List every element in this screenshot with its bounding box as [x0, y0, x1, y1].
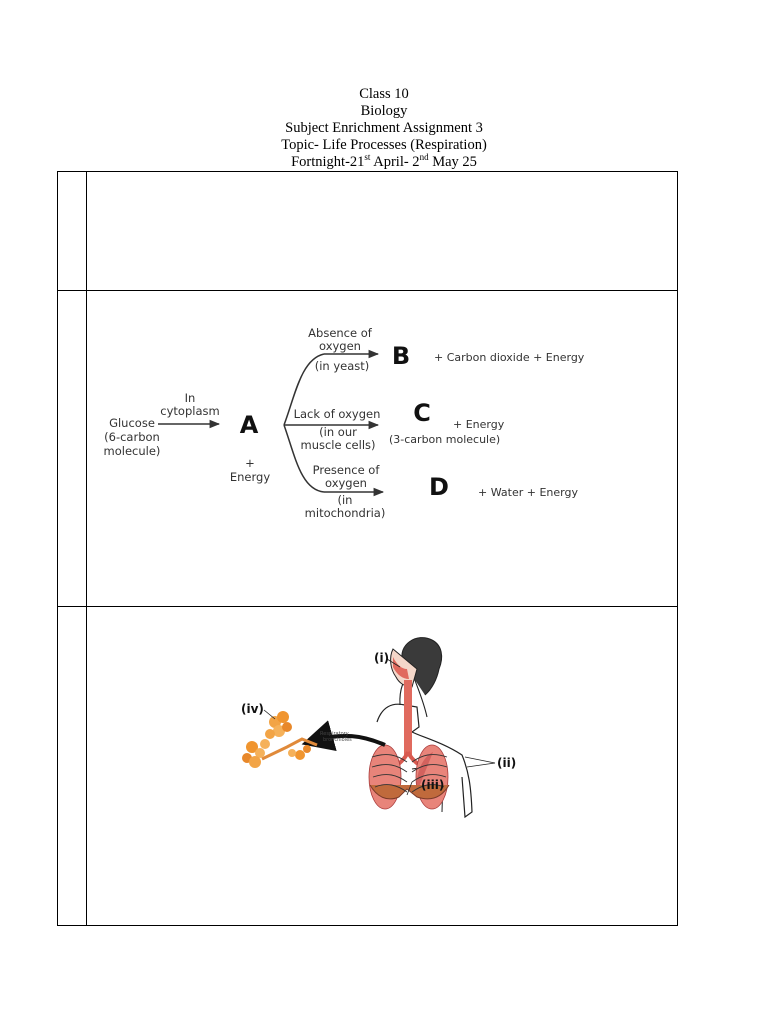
- branch-d-condition-4: mitochondria): [304, 506, 386, 520]
- assignment-title: Subject Enrichment Assignment 3: [285, 120, 483, 136]
- branch-b-condition-3: (in yeast): [314, 359, 370, 373]
- branch-d-curve: [284, 425, 324, 492]
- glucose-carbon-label: (6-carbon: [104, 430, 160, 444]
- question-number-3: [58, 607, 86, 925]
- glucose-molecule-label: molecule): [103, 444, 161, 458]
- respiratory-system-figure: [87, 607, 679, 925]
- label-iii: (iii): [421, 778, 445, 792]
- in-label: In: [184, 391, 196, 405]
- fortnight-line: Fortnight-21st April- 2nd May 25: [291, 152, 477, 170]
- glucose-label: Glucose: [109, 416, 155, 430]
- branch-b-products: + Carbon dioxide + Energy: [434, 351, 585, 364]
- branch-b-condition-1: Absence of: [308, 326, 372, 340]
- question-2-content: [87, 291, 677, 606]
- cytoplasm-label: cytoplasm: [160, 404, 220, 418]
- label-i: (i): [374, 651, 390, 665]
- question-number-2: [58, 291, 86, 606]
- branch-d-products: + Water + Energy: [478, 486, 578, 499]
- label-c: C: [413, 399, 431, 427]
- topic-line: Topic- Life Processes (Respiration): [281, 137, 487, 153]
- label-iv: (iv): [241, 702, 264, 716]
- branch-d-condition-2: oxygen: [325, 476, 367, 490]
- label-ii: (ii): [497, 756, 517, 770]
- svg-text:bronchioles: bronchioles: [323, 737, 352, 743]
- question-table: [57, 171, 678, 926]
- respiration-pathway-diagram: [87, 291, 679, 606]
- energy-label: Energy: [229, 470, 271, 484]
- svg-text:Respiratory: Respiratory: [320, 731, 349, 737]
- branch-b-condition-2: oxygen: [319, 339, 361, 353]
- question-number-1: [58, 172, 86, 290]
- branch-c-condition-3: muscle cells): [300, 438, 376, 452]
- branch-c-note: (3-carbon molecule): [389, 433, 501, 446]
- question-3-content: [87, 607, 677, 925]
- branch-c-condition-1: Lack of oxygen: [293, 407, 381, 421]
- alveoli-cluster-illustration: [242, 711, 317, 768]
- branch-c-products: + Energy: [453, 418, 505, 431]
- label-a: A: [239, 411, 259, 439]
- label-d: D: [429, 473, 449, 501]
- branch-c-condition-2: (in our: [319, 425, 357, 439]
- subject-line: Biology: [360, 103, 408, 119]
- class-line: Class 10: [359, 86, 409, 102]
- plus-sign: +: [245, 456, 255, 470]
- label-b: B: [391, 342, 411, 370]
- branch-d-condition-1: Presence of: [312, 463, 380, 477]
- branch-d-condition-3: (in: [337, 493, 353, 507]
- question-1-content: [87, 172, 677, 290]
- bronchioles-label: [320, 731, 352, 743]
- assignment-header: [0, 86, 768, 171]
